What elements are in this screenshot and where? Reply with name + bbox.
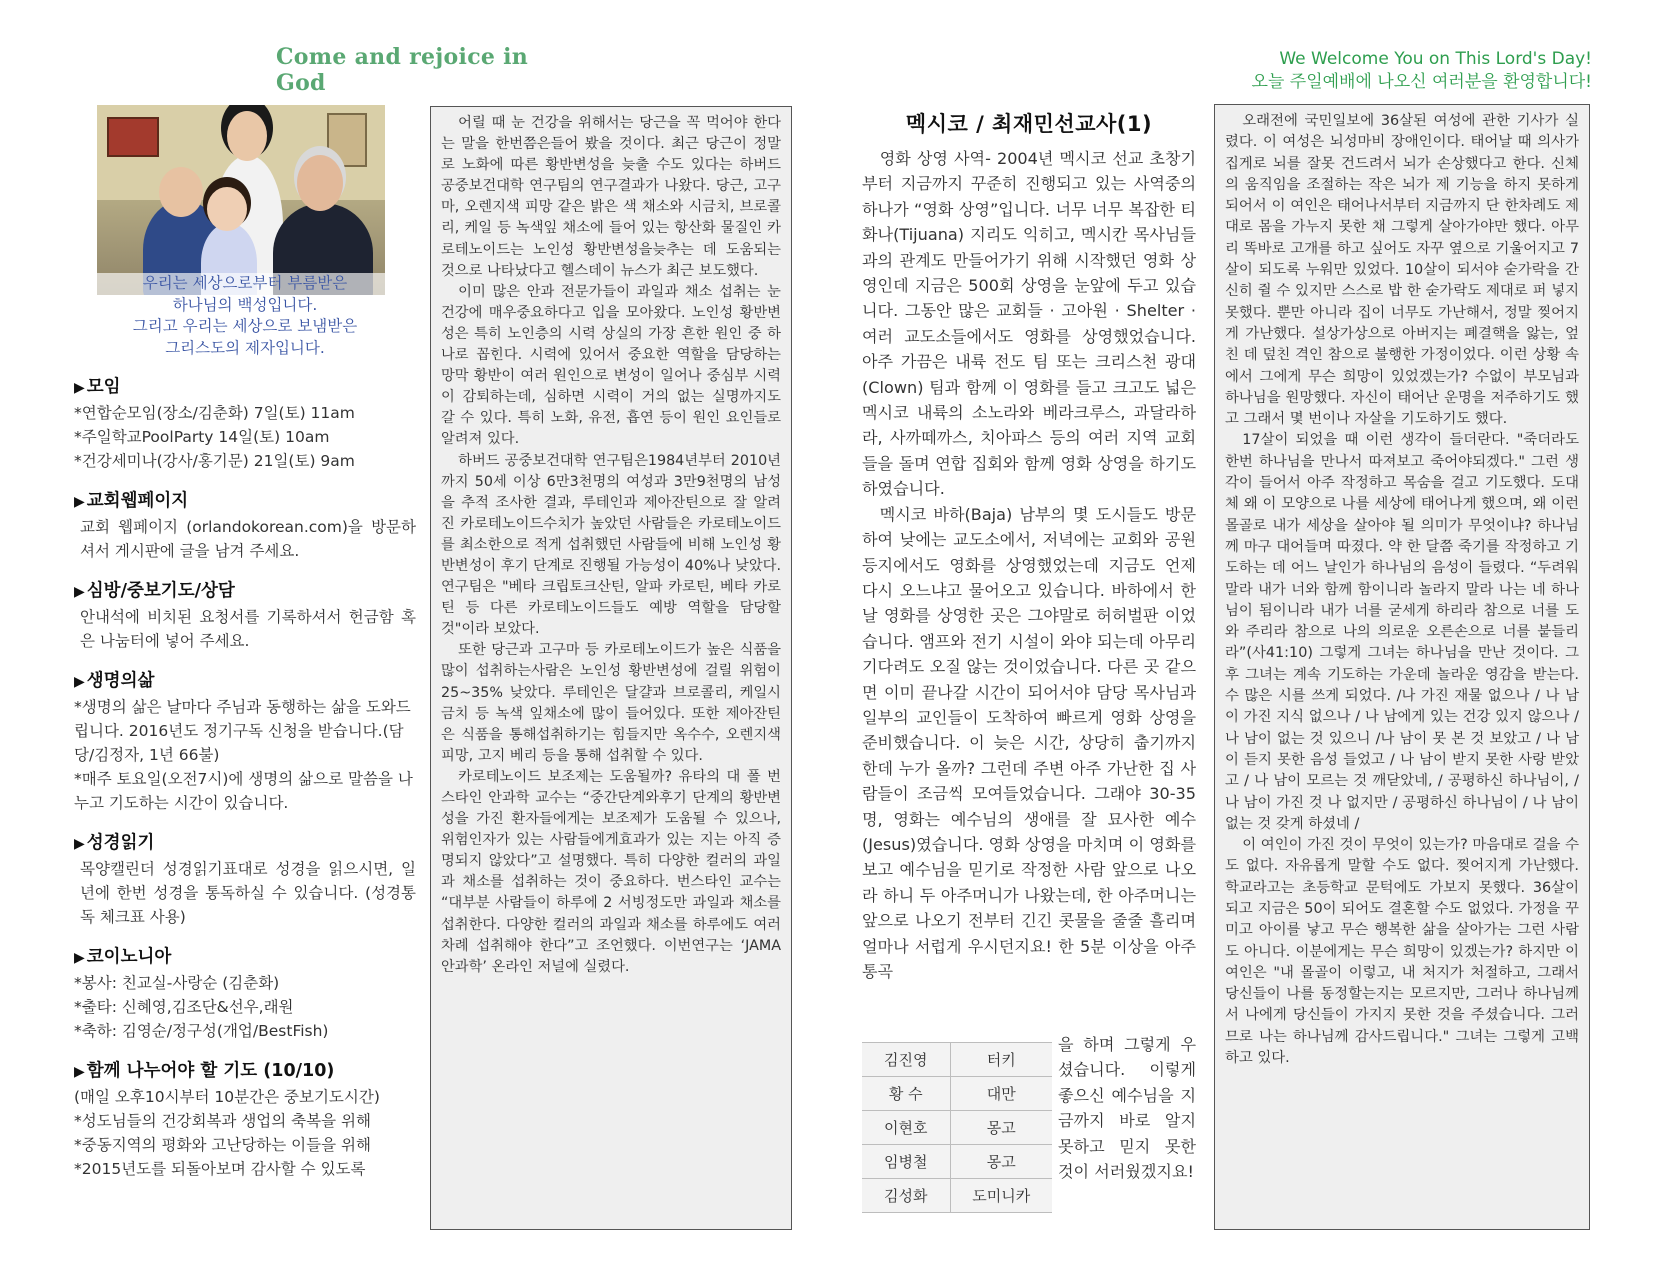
welcome-header: [1252, 48, 1592, 94]
meeting-item: *연합순모임(장소/김춘화) 7일(토) 11am: [74, 404, 355, 422]
visit-text: 안내석에 비치된 요청서를 기록하셔서 헌금함 혹은 나눔터에 넣어 주세요.: [80, 608, 416, 650]
prayer-item: (매일 오후10시부터 10분간은 중보기도시간): [74, 1088, 380, 1106]
header-left-title: Come and rejoice in God: [276, 44, 529, 96]
article-paragraph: 멕시코 바하(Baja) 남부의 몇 도시들도 방문하여 낮에는 교도소에서, 저녁에는 교회와 공원 등지에서도 영화를 상영했었는데 지금도 언제 다시 오느냐고 물어오고 있습니다. 바하에서 한날 영화를 상영한 곳은 그야말로 허허벌판 이었습니다. 앰프와 전기 시설이 와야 되는데 아무리 기다려도 오질 않는 것이었습니다. 다른 곳 같으면 이미 끝나갈 시간이 되어서야 담당 목사님과 일부의 교인들이 도착하여 빠르게 영화 상영을 준비했습니다. 이 늦은 시간, 상당히 춥기까지 한데 누가 올까? 그런데 주변 아주 가난한 집 사람들이 조금씩 모여들었습니다. 그래야 30-35명, 영화는 예수님의 생애를 잘 묘사한 예수(Jesus)였습니다. 영화 상영을 마치며 이 영화를 보고 예수님을 믿기로 작정한 사람 앞으로 나오라 하니 두 아주머니가 나왔는데, 한 아주머니는 앞으로 나오기 전부터 긴긴 콧물을 줄줄 흘리며 얼마나 서럽게 우시던지요! 한 5분 이상을 아주 통곡: [862, 504, 1196, 981]
article-paragraph: 이 여인이 가진 것이 무엇이 있는가? 마음대로 걸을 수도 없다. 자유롭게 말할 수도 없다. 찢어지게 가난했다. 학교라고는 초등학교 문턱에도 가보지 못했다. 36살이 되고 지금은 50이 되어도 결혼할 수도 없었다. 가정을 꾸미고 아이를 낳고 무슨 행복한 삶을 살아가는 그런 사람도 아니다. 이분에게는 무슨 희망이 있겠는가? 하지만 이 여인은 "내 몰골이 이렇고, 내 처지가 처절하고, 그래서 당신들이 나를 동정할는지는 모르지만, 그러나 하나님께서 나에게 당신들이 가지지 못한 것을 주셨습니다. 그러므로 나는 하나님께 감사드립니다." 그녀는 그렇게 고백하고 있다.: [1225, 837, 1579, 1067]
article-paragraph: 하버드 공중보건대학 연구팀은1984년부터 2010년까지 50세 이상 6만3천명의 여성과 3만9천명의 남성을 추적 조사한 결과, 루테인과 제아잔틴으로 잘 알려진 카로테노이드수치가 높았던 사람들은 카로테노이드를 최소한으로 적게 섭취했던 사람들에 비해 노인성 황반변성이 후기 단계로 진행될 가능성이 40%나 낮았다. 연구팀은 "베타 크립토크산틴, 알파 카로틴, 베타 카로틴 등 다른 카로테노이드들도 예방 역할을 담당할 것"이라 보았다.: [441, 452, 781, 638]
article-paragraph: 17살이 되었을 때 이런 생각이 들더란다. "죽더라도 한번 하나님을 만나서 따져보고 죽어야되겠다." 그런 생각이 들어서 아주 작정하고 목숨을 걸고 기도했다. 도대체 왜 이 모양으로 나를 세상에 태어나게 했으며, 왜 이런 몰골로 내가 세상을 살아야 될 의미가 무엇이냐? 하나님께 마구 대어들며 따졌다. 약 한 달쯤 죽기를 작정하고 기도하는 데 어느 날인가 하나님의 음성이 들렸다. “두려워 말라 내가 너와 함께 함이니라 놀라지 말라 나는 네 하나님이 됨이니라 내가 너를 굳세게 하리라 참으로 너를 도와 주리라 참으로 나의 의로운 오른손으로 너를 붙들리라”(사41:10) 그렇게 그녀는 하나님을 만난 것이다. 그 후 그녀는 계속 기도하는 가운데 놀라운 영감을 받는다. 수 많은 시를 쓰게 되었다. /나 가진 재물 없으나 / 나 남이 가진 지식 없으나 / 나 남에게 있는 건강 있지 않으나 / 나 남이 없는 것 있으니 /나 남이 못 본 것 보았고 / 나 남이 듣지 못한 음성 들었고 / 나 남이 받지 못한 사랑 받았고 / 나 남이 모르는 것 깨닫았네, / 공평하신 하나님이, / 나 남이 가진 것 나 없지만 / 공평하신 하나님이 / 나 남이 없는 것 갖게 하셨네 /: [1225, 432, 1579, 832]
table-row: [862, 1145, 1052, 1179]
life-item: *매주 토요일(오전7시)에 생명의 삶으로 말씀을 나누고 기도하는 시간이 있습니다.: [74, 770, 413, 812]
section-title-meetings: ▶ 모임: [74, 377, 121, 397]
koinonia-item: *봉사: 친교실-사랑순 (김춘화): [74, 974, 280, 992]
missionary-name: 김진영: [862, 1043, 950, 1077]
missionary-name: 황 수: [862, 1077, 950, 1111]
missionary-country: 몽고: [950, 1111, 1052, 1145]
article-paragraph: 영화 상영 사역- 2004년 멕시코 선교 초창기부터 지금까지 꾸준히 진행되고 있는 사역중의 하나가 “영화 상영”입니다. 너무 너무 복잡한 티화나(Tijuana) 지리도 익히고, 멕시칸 목사님들과의 관계도 만들어가기 위해 시작했던 영화 상영인데 지금은 500회 상영을 눈앞에 두고 있습니다. 그동안 많은 교회들 · 고아원 · Shelter · 여러 교도소들에서도 영화를 상영했었습니다. 아주 가끔은 내륙 전도 팀 또는 크리스천 광대(Clown) 팀과 함께 이 영화를 들고 크고도 넓은 멕시코 내륙의 소노라와 베라크루스, 과달라하라, 사까떼까스, 치아파스 등의 여러 지역 교회들을 돌며 연합 집회와 함께 영화 상영을 하기도 하였습니다.: [862, 149, 1196, 499]
prayer-item: *중동지역의 평화와 고난당하는 이들을 위해: [74, 1136, 371, 1154]
welcome-english: We Welcome You on This Lord's Day!: [1279, 49, 1592, 69]
mission-article-continued: 을 하며 그렇게 우셨습니다. 이렇게 좋으신 예수님을 지금까지 바로 알지 못하고 믿지 못한 것이 서러웠겠지요!: [1058, 1035, 1196, 1182]
table-row: [862, 1111, 1052, 1145]
missionary-table: [862, 1042, 1052, 1213]
missionary-name: 이현호: [862, 1111, 950, 1145]
life-item: *생명의 삶은 날마다 주님과 동행하는 삶을 도와드립니다. 2016년도 정기구독 신청을 받습니다.(담당/김정자, 1년 66불): [74, 698, 411, 764]
koinonia-item: *축하: 김영순/정구성(개업/BestFish): [74, 1022, 329, 1040]
missionary-country: 터키: [950, 1043, 1052, 1077]
testimony-article: [1214, 104, 1590, 1230]
announcements-column: [74, 105, 416, 1181]
mission-article-title: 멕시코 / 최재민선교사(1): [905, 112, 1153, 136]
article-paragraph: 이미 많은 안과 전문가들이 과일과 채소 섭취는 눈 건강에 매우중요하다고 입을 모아왔다. 노인성 황반변성은 특히 노인층의 시력 상실의 가장 흔한 원인 중 하나로 꼽힌다. 시력에 있어서 중요한 역할을 담당하는 망막 황반이 여러 원인으로 변성이 일어나 중심부 시력이 감퇴하는데, 심하면 시력이 거의 없는 실명까지도 갈 수 있다. 특히 노화, 유전, 흡연 등이 원인 요인들로 알려져 있다.: [441, 283, 781, 448]
church-motto: [74, 273, 416, 359]
bible-text: 목양캘린더 성경읽기표대로 성경을 읽으시면, 일년에 한번 성경을 통독하실 수 있습니다. (성경통독 체크표 사용): [80, 860, 416, 926]
missionary-name: 김성화: [862, 1179, 950, 1213]
section-title-visit: ▶ 심방/중보기도/상담: [74, 581, 235, 601]
motto-line: 그리스도의 제자입니다.: [165, 338, 325, 357]
health-article: [430, 106, 792, 1230]
meeting-item: *건강세미나(강사/홍기문) 21일(토) 9am: [74, 452, 355, 470]
article-paragraph: 어릴 때 눈 건강을 위해서는 당근을 꼭 먹어야 한다는 말을 한번쯤은들어 봤을 것이다. 최근 당근이 정말로 노화에 따른 황반변성을 늦출 수도 있다는 하버드 공중보건대학 연구팀의 연구결과가 나왔다. 당근, 고구마, 오렌지색 피망 같은 밝은 색 채소와 시금치, 브로콜리, 케일 등 녹색잎 채소에 들어 있는 항산화 물질인 카로테노이드는 노인성 황반변성을늦추는 데 도움되는 것으로 나타났다고 헬스데이 뉴스가 최근 보도했다.: [441, 115, 781, 279]
table-row: [862, 1077, 1052, 1111]
table-row: [862, 1043, 1052, 1077]
section-title-prayer: ▶ 함께 나누어야 할 기도 (10/10): [74, 1061, 335, 1081]
missionary-name: 임병철: [862, 1145, 950, 1179]
webpage-text: 교회 웹페이지 (orlandokorean.com)을 방문하셔서 게시판에 글을 남겨 주세요.: [80, 518, 416, 560]
article-paragraph: 오래전에 국민일보에 36살된 여성에 관한 기사가 실렸다. 이 여성은 뇌성마비 장애인이다. 태어날 때 의사가 집게로 뇌를 잘못 건드려서 뇌가 손상했다고 한다. 신체의 움직임을 조절하는 작은 뇌가 제 기능을 하지 못하게 되어서 이 여인은 태어나서부터 지금까지 단 한차례도 제대로 몸을 가누지 못한 채 그렇게 살아가야만 했다. 아무리 똑바로 고개를 하고 싶어도 자꾸 옆으로 기울어지고 7살이 되도록 누워만 있었다. 10살이 되서야 숟가락을 간신히 쥘 수 있지만 스스로 밥 한 숟가락도 제대로 퍼 넣지 못했다. 뿐만 아니라 집이 너무도 가난해서, 정말 찢어지게 가난했다. 설상가상으로 아버지는 폐결핵을 앓는, 엎친 데 덮친 격인 참으로 불행한 가정이었다. 이런 상황 속에서 그에게 무슨 희망이 있었겠는가? 수없이 부모님과 하나님을 원망했다. 자신이 태어난 운명을 저주하기도 했고 그래서 몇 번이나 자살을 기도하기도 했다.: [1225, 113, 1579, 428]
section-title-bible: ▶ 성경읽기: [74, 833, 155, 853]
missionary-country: 몽고: [950, 1145, 1052, 1179]
article-paragraph: 또한 당근과 고구마 등 카로테노이드가 높은 식품을 많이 섭취하는사람은 노인성 황반변성에 걸릴 위험이 25~35% 낮았다. 루테인은 달걀과 브로콜리, 케일시금치 등 녹색 잎채소에 많이 들어있다. 또한 제아잔틴은 식품을 통해섭취하기는 힘들지만 옥수수, 오렌지색 피망, 고지 베리 등을 통해 섭취할 수 있다.: [441, 642, 781, 764]
missionary-country: 대만: [950, 1077, 1052, 1111]
motto-line: 그리고 우리는 세상으로 보냄받은: [132, 317, 358, 335]
section-title-webpage: ▶ 교회웹페이지: [74, 491, 189, 511]
table-row: [862, 1179, 1052, 1213]
family-photo: [97, 105, 385, 295]
motto-line: 하나님의 백성입니다.: [172, 295, 318, 314]
missionary-country: 도미니카: [950, 1179, 1052, 1213]
prayer-item: *성도님들의 건강회복과 생업의 축복을 위해: [74, 1112, 371, 1130]
mission-article: [862, 108, 1196, 984]
koinonia-item: *출타: 신혜영,김조단&선우,래원: [74, 998, 294, 1016]
welcome-korean: 오늘 주일예배에 나오신 여러분을 환영합니다!: [1251, 72, 1592, 92]
prayer-item: *2015년도를 되돌아보며 감사할 수 있도록: [74, 1160, 366, 1178]
section-title-koinonia: ▶ 코이노니아: [74, 947, 172, 967]
meeting-item: *주일학교PoolParty 14일(토) 10am: [74, 428, 330, 446]
article-paragraph: 카로테노이드 보조제는 도움될까? 유타의 대 폴 번스타인 안과학 교수는 “중간단계와후기 단계의 황반변성을 가진 환자들에게는 보조제가 도움될 수 있으나, 위험인자가 있는 사람들에게효과가 있는 지는 아직 증명되지 않았다”고 설명했다. 특히 다양한 컬러의 과일과 채소를 섭취하는 것이 중요하다. 번스타인 교수는 “대부분 사람들이 하루에 2 서빙정도만 과일과 채소를 섭취한다. 다양한 컬러의 과일과 채소를 하루에도 여러차례 섭취해야 한다”고 조언했다. 이번연구는 ‘JAMA 안과학’ 온라인 저널에 실렸다.: [441, 768, 781, 975]
section-title-life: ▶ 생명의삶: [74, 671, 155, 691]
motto-line: 우리는 세상으로부터 부름받은: [142, 274, 348, 292]
